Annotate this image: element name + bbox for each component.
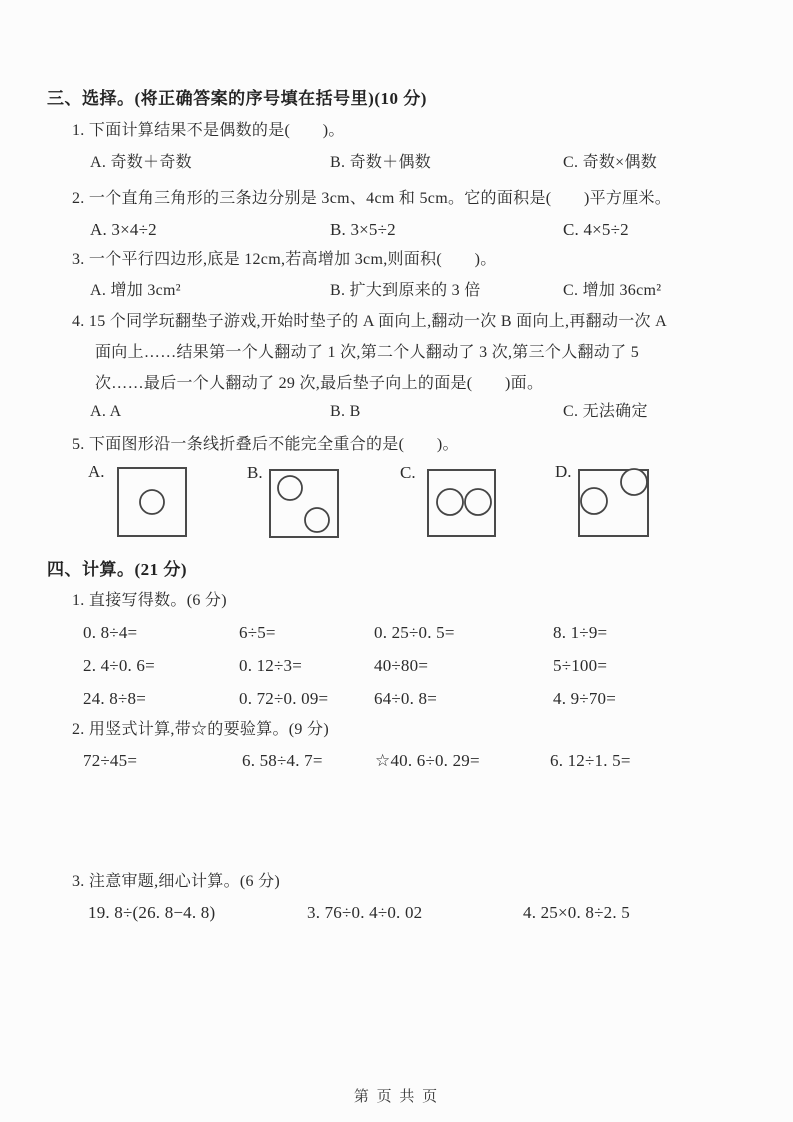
calc-expression: 40÷80= [374,656,429,675]
figure-b-label: B. [247,463,263,482]
figure-a-square-with-circle [114,464,190,540]
question-2-option-b: B. 3×5÷2 [330,220,396,239]
calc-part3-title: 3. 注意审题,细心计算。(6 分) [72,873,281,890]
calc-expression: 0. 12÷3= [239,656,303,675]
figure-c-square-with-circles [424,466,499,540]
calc-expression: 6. 12÷1. 5= [550,751,631,770]
figure-d-label: D. [555,462,572,481]
question-4-option-c: C. 无法确定 [563,403,648,420]
figure-b-square-with-circles [266,466,342,541]
question-3-option-a: A. 增加 3cm² [90,282,181,299]
question-3-text: 3. 一个平行四边形,底是 12cm,若高增加 3cm,则面积( )。 [72,251,497,268]
calc-expression: 3. 76÷0. 4÷0. 02 [307,903,423,922]
calc-expression: 19. 8÷(26. 8−4. 8) [88,903,216,922]
calc-expression: 0. 25÷0. 5= [374,623,455,642]
question-4-line-1: 4. 15 个同学玩翻垫子游戏,开始时垫子的 A 面向上,翻动一次 B 面向上,再翻动一次 A [72,313,667,330]
calc-expression: 6÷5= [239,623,276,642]
question-2-text: 2. 一个直角三角形的三条边分别是 3cm、4cm 和 5cm。它的面积是( )平方厘米。 [72,190,672,207]
calc-part2-title: 2. 用竖式计算,带☆的要验算。(9 分) [72,721,329,738]
question-2-option-c: C. 4×5÷2 [563,220,629,239]
question-4-option-a: A. A [90,403,122,420]
calc-part1-title: 1. 直接写得数。(6 分) [72,592,227,609]
question-1-option-c: C. 奇数×偶数 [563,154,658,171]
section-choice-title: 三、选择。(将正确答案的序号填在括号里)(10 分) [47,89,427,108]
section-calc-title: 四、计算。(21 分) [47,560,188,579]
question-4-option-b: B. B [330,403,361,420]
question-2-option-a: A. 3×4÷2 [90,220,157,239]
question-1-text: 1. 下面计算结果不是偶数的是( )。 [72,122,345,139]
calc-expression: 5÷100= [553,656,608,675]
question-1-option-a: A. 奇数＋奇数 [90,154,192,171]
figure-c-label: C. [400,463,416,482]
calc-expression: 4. 25×0. 8÷2. 5 [523,903,630,922]
figure-d-square-with-circles [575,466,652,540]
question-1-option-b: B. 奇数＋偶数 [330,154,432,171]
figure-a-label: A. [88,462,105,481]
question-4-line-2: 面向上……结果第一个人翻动了 1 次,第二个人翻动了 3 次,第三个人翻动了 5 [95,344,640,361]
calc-expression: 64÷0. 8= [374,689,438,708]
question-5-text: 5. 下面图形沿一条线折叠后不能完全重合的是( )。 [72,436,459,453]
calc-expression: 8. 1÷9= [553,623,608,642]
calc-expression: 24. 8÷8= [83,689,147,708]
question-3-option-c: C. 增加 36cm² [563,282,662,299]
calc-expression: 2. 4÷0. 6= [83,656,155,675]
calc-expression-starred: ☆40. 6÷0. 29= [375,751,480,770]
question-3-option-b: B. 扩大到原来的 3 倍 [330,282,481,299]
calc-expression: 0. 72÷0. 09= [239,689,329,708]
calc-expression: 6. 58÷4. 7= [242,751,323,770]
calc-expression: 0. 8÷4= [83,623,138,642]
question-4-line-3: 次……最后一个人翻动了 29 次,最后垫子向上的面是( )面。 [95,375,544,392]
page-footer: 第 页 共 页 [353,1089,440,1105]
calc-expression: 4. 9÷70= [553,689,617,708]
calc-expression: 72÷45= [83,751,138,770]
